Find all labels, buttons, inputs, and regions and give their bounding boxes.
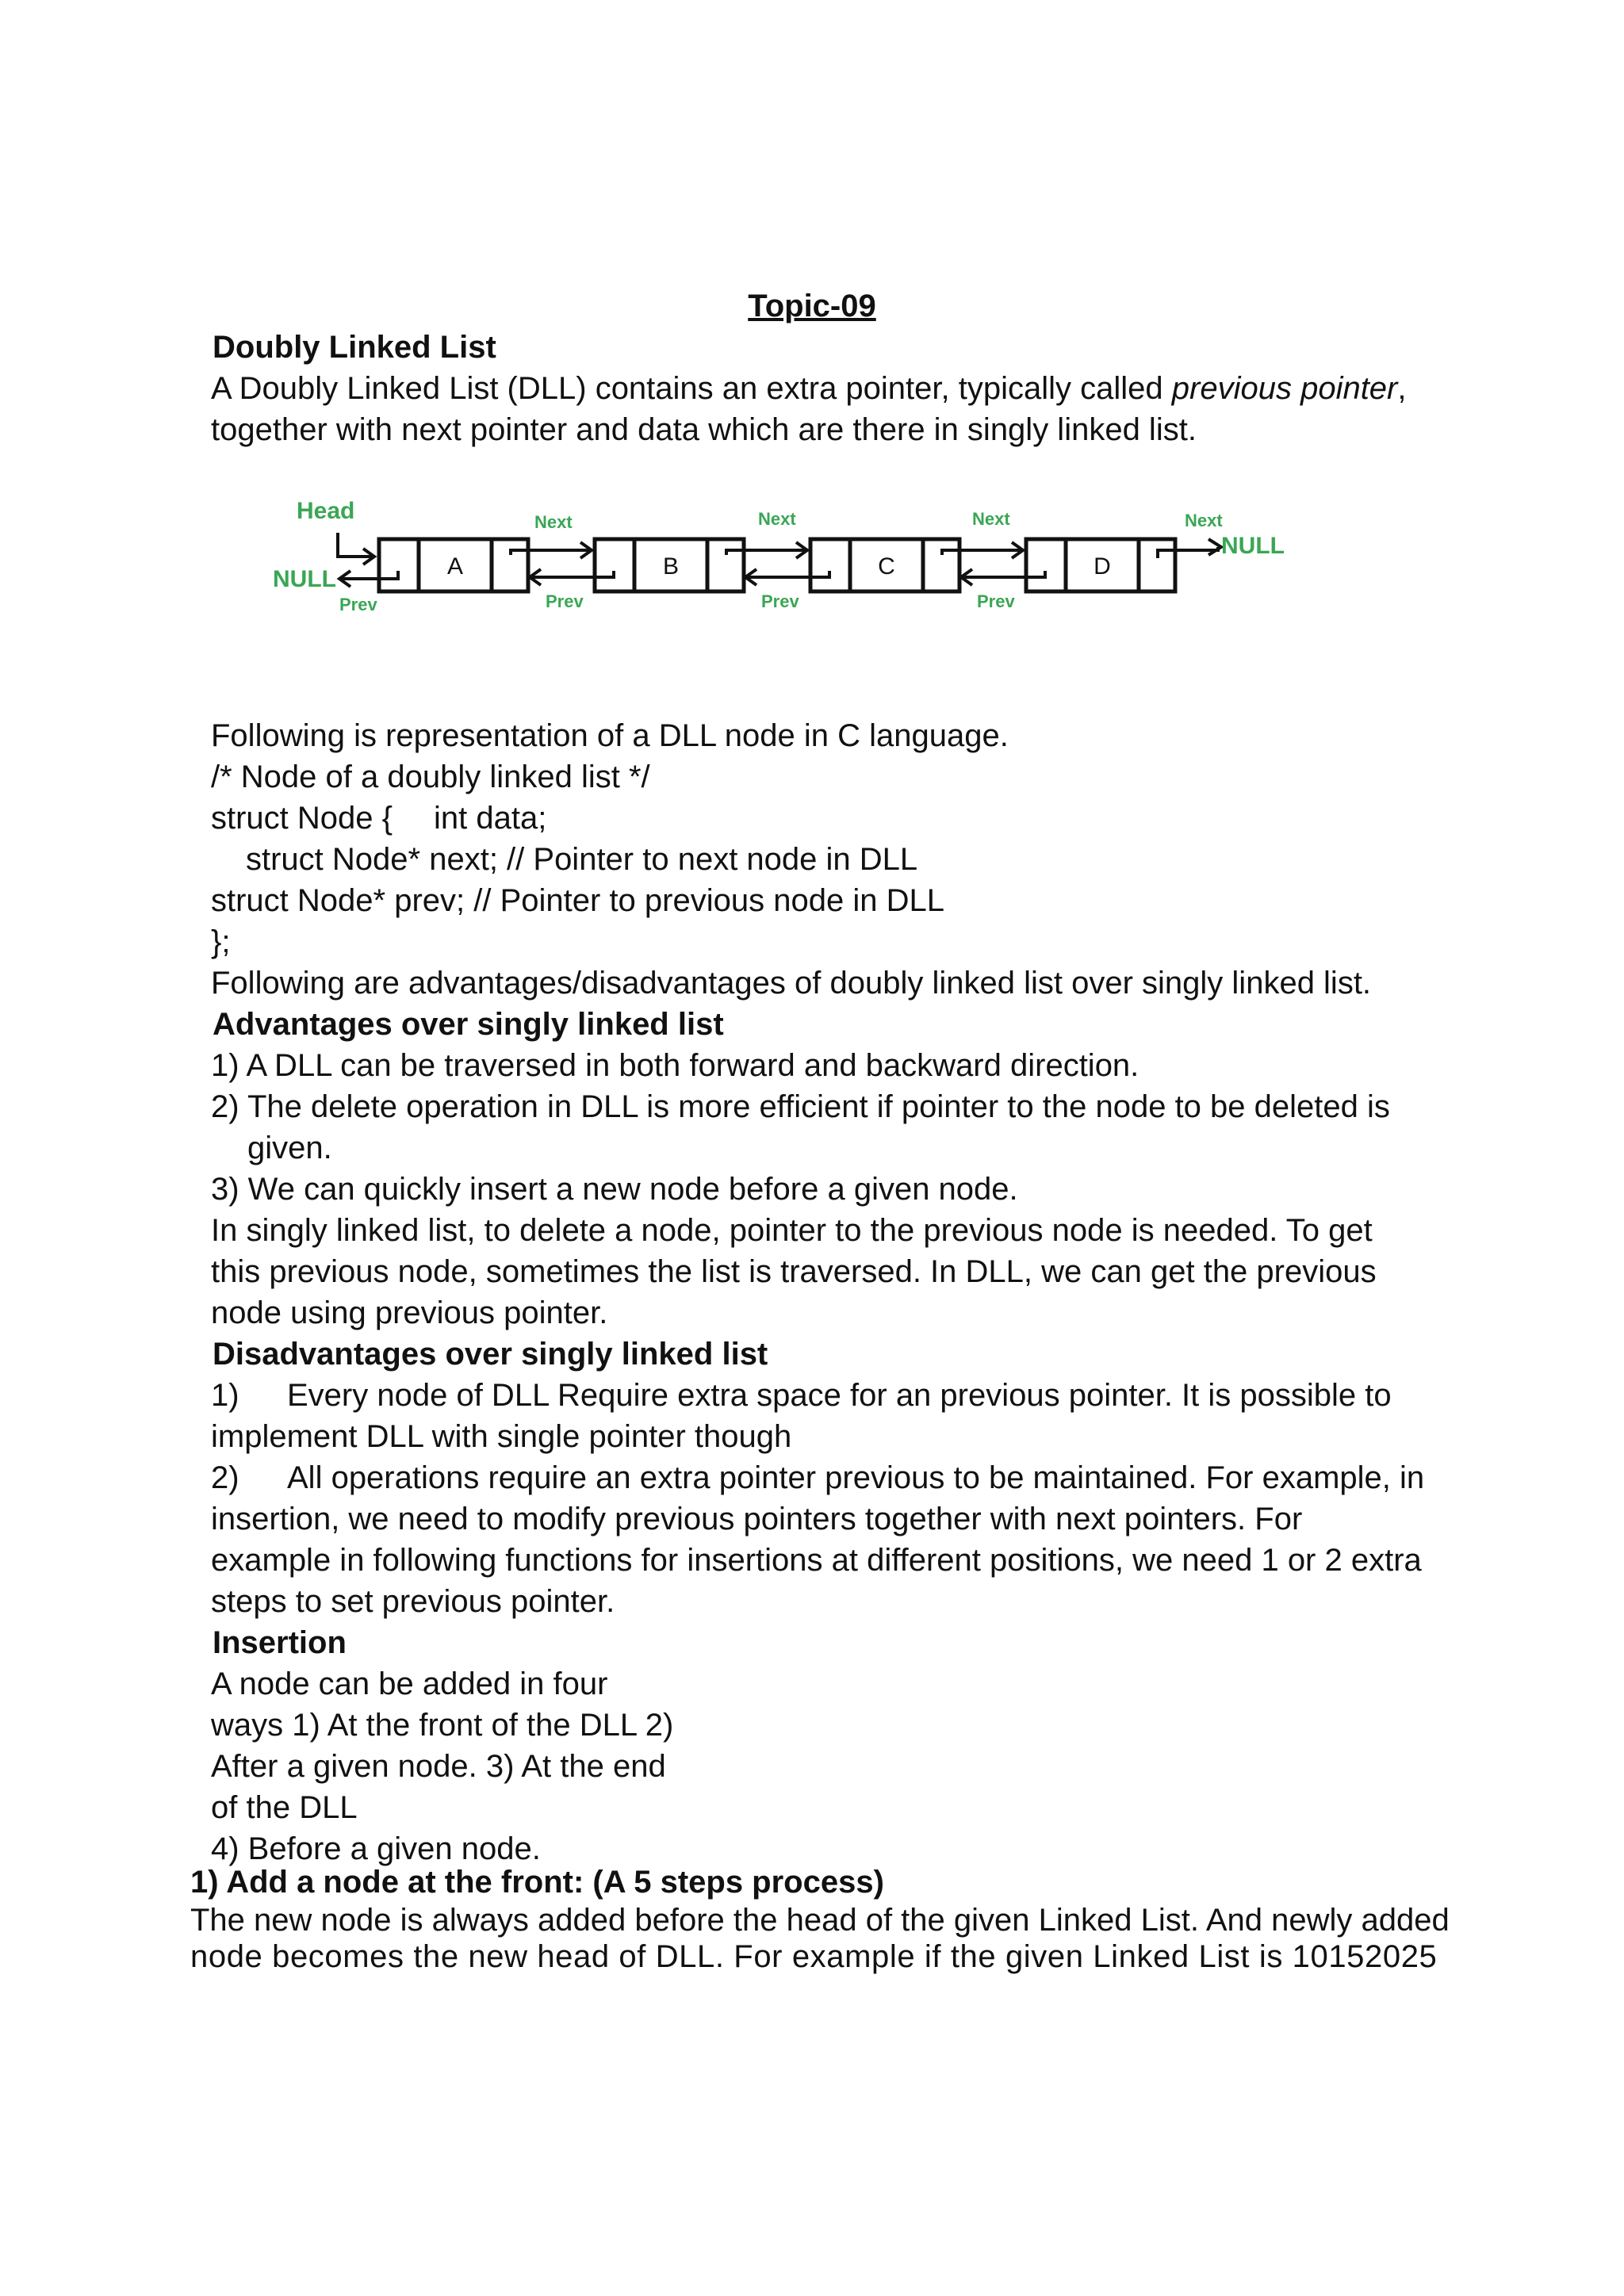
advantage-item-1: 1) A DLL can be traversed in both forward and backward direction. bbox=[211, 1048, 1139, 1083]
advantage-para-2: this previous node, sometimes the list is traversed. In DLL, we can get the previous bbox=[211, 1254, 1377, 1289]
node-label-c: C bbox=[878, 553, 895, 580]
code-line-1b: int data; bbox=[434, 801, 547, 836]
front-insert-heading: 1) Add a node at the front: (A 5 steps process) bbox=[190, 1865, 884, 1900]
insertion-heading: Insertion bbox=[213, 1625, 347, 1660]
advantage-para-1: In singly linked list, to delete a node, pointer to the previous node is needed. To get bbox=[211, 1213, 1373, 1248]
intro-italic: previous pointer bbox=[1171, 371, 1398, 406]
dll-diagram bbox=[262, 484, 1308, 626]
disadvantage-item-2 bbox=[211, 1457, 1424, 1498]
intro-line-1 bbox=[211, 368, 1407, 409]
front-insert-line-2: node becomes the new head of DLL. For example if the given Linked List is 10152025 bbox=[190, 1939, 1438, 1974]
next-label-a: Next bbox=[534, 512, 573, 532]
node-label-b: B bbox=[662, 553, 680, 580]
disadvantage-text-2: All operations require an extra pointer previous to be maintained. For example, in bbox=[287, 1460, 1425, 1495]
intro-text: A Doubly Linked List (DLL) contains an extra pointer, typically called bbox=[211, 371, 1172, 406]
advantage-item-2-cont: given. bbox=[247, 1131, 332, 1165]
code-line-2: struct Node* next; // Pointer to next node in DLL bbox=[246, 842, 918, 877]
code-comment: /* Node of a doubly linked list */ bbox=[211, 760, 650, 794]
next-label-c: Next bbox=[972, 509, 1010, 529]
prev-label-d: Prev bbox=[977, 591, 1015, 611]
intro-line-2: together with next pointer and data which are there in singly linked list. bbox=[211, 412, 1197, 447]
insertion-line-5: 4) Before a given node. bbox=[211, 1831, 541, 1866]
insertion-line-1: A node can be added in four bbox=[211, 1667, 608, 1701]
code-line-3: struct Node* prev; // Pointer to previous node in DLL bbox=[211, 883, 944, 918]
section-heading: Doubly Linked List bbox=[213, 330, 496, 365]
insertion-line-2: ways 1) At the front of the DLL 2) bbox=[211, 1708, 674, 1743]
disadvantage-text-1: Every node of DLL Require extra space for an previous pointer. It is possible to bbox=[287, 1378, 1392, 1413]
advantages-intro: Following are advantages/disadvantages of doubly linked list over singly linked list. bbox=[211, 966, 1372, 1001]
insertion-line-3: After a given node. 3) At the end bbox=[211, 1749, 666, 1784]
intro-comma: , bbox=[1397, 371, 1407, 406]
disadvantage-item-2-line-2: insertion, we need to modify previous pointers together with next pointers. For bbox=[211, 1502, 1303, 1536]
advantage-item-3: 3) We can quickly insert a new node before a given node. bbox=[211, 1172, 1018, 1207]
advantages-heading: Advantages over singly linked list bbox=[213, 1007, 724, 1042]
prev-label-a: Prev bbox=[339, 595, 377, 614]
code-intro: Following is representation of a DLL node in C language. bbox=[211, 718, 1009, 753]
advantage-item-2: 2) The delete operation in DLL is more efficient if pointer to the node to be deleted is bbox=[211, 1089, 1390, 1124]
null-left-label: NULL bbox=[273, 566, 336, 592]
insertion-line-4: of the DLL bbox=[211, 1790, 358, 1825]
node-label-a: A bbox=[446, 553, 464, 580]
page-title: Topic-09 bbox=[748, 289, 876, 323]
code-line-1 bbox=[211, 798, 546, 839]
next-label-d: Next bbox=[1185, 511, 1223, 530]
disadvantage-item-1 bbox=[211, 1375, 1392, 1416]
disadvantage-item-2-line-3: example in following functions for insertions at different positions, we need 1 or 2 extra bbox=[211, 1543, 1422, 1578]
code-line-4: }; bbox=[211, 924, 231, 959]
disadvantage-num-2: 2) bbox=[211, 1460, 239, 1495]
code-line-1a: struct Node { bbox=[211, 801, 393, 836]
disadvantages-heading: Disadvantages over singly linked list bbox=[213, 1337, 768, 1372]
node-boxes bbox=[379, 539, 1175, 591]
null-right-label: NULL bbox=[1221, 533, 1285, 559]
prev-label-c: Prev bbox=[761, 591, 799, 611]
disadvantage-item-1-cont: implement DLL with single pointer though bbox=[211, 1419, 792, 1454]
prev-label-b: Prev bbox=[546, 591, 584, 611]
node-label-d: D bbox=[1094, 553, 1111, 580]
next-label-b: Next bbox=[758, 509, 796, 529]
advantage-para-3: node using previous pointer. bbox=[211, 1295, 608, 1330]
front-insert-line-1: The new node is always added before the head of the given Linked List. And newly added bbox=[190, 1903, 1450, 1938]
head-label: Head bbox=[297, 498, 355, 524]
disadvantage-item-2-line-4: steps to set previous pointer. bbox=[211, 1584, 615, 1619]
disadvantage-num-1: 1) bbox=[211, 1378, 239, 1413]
